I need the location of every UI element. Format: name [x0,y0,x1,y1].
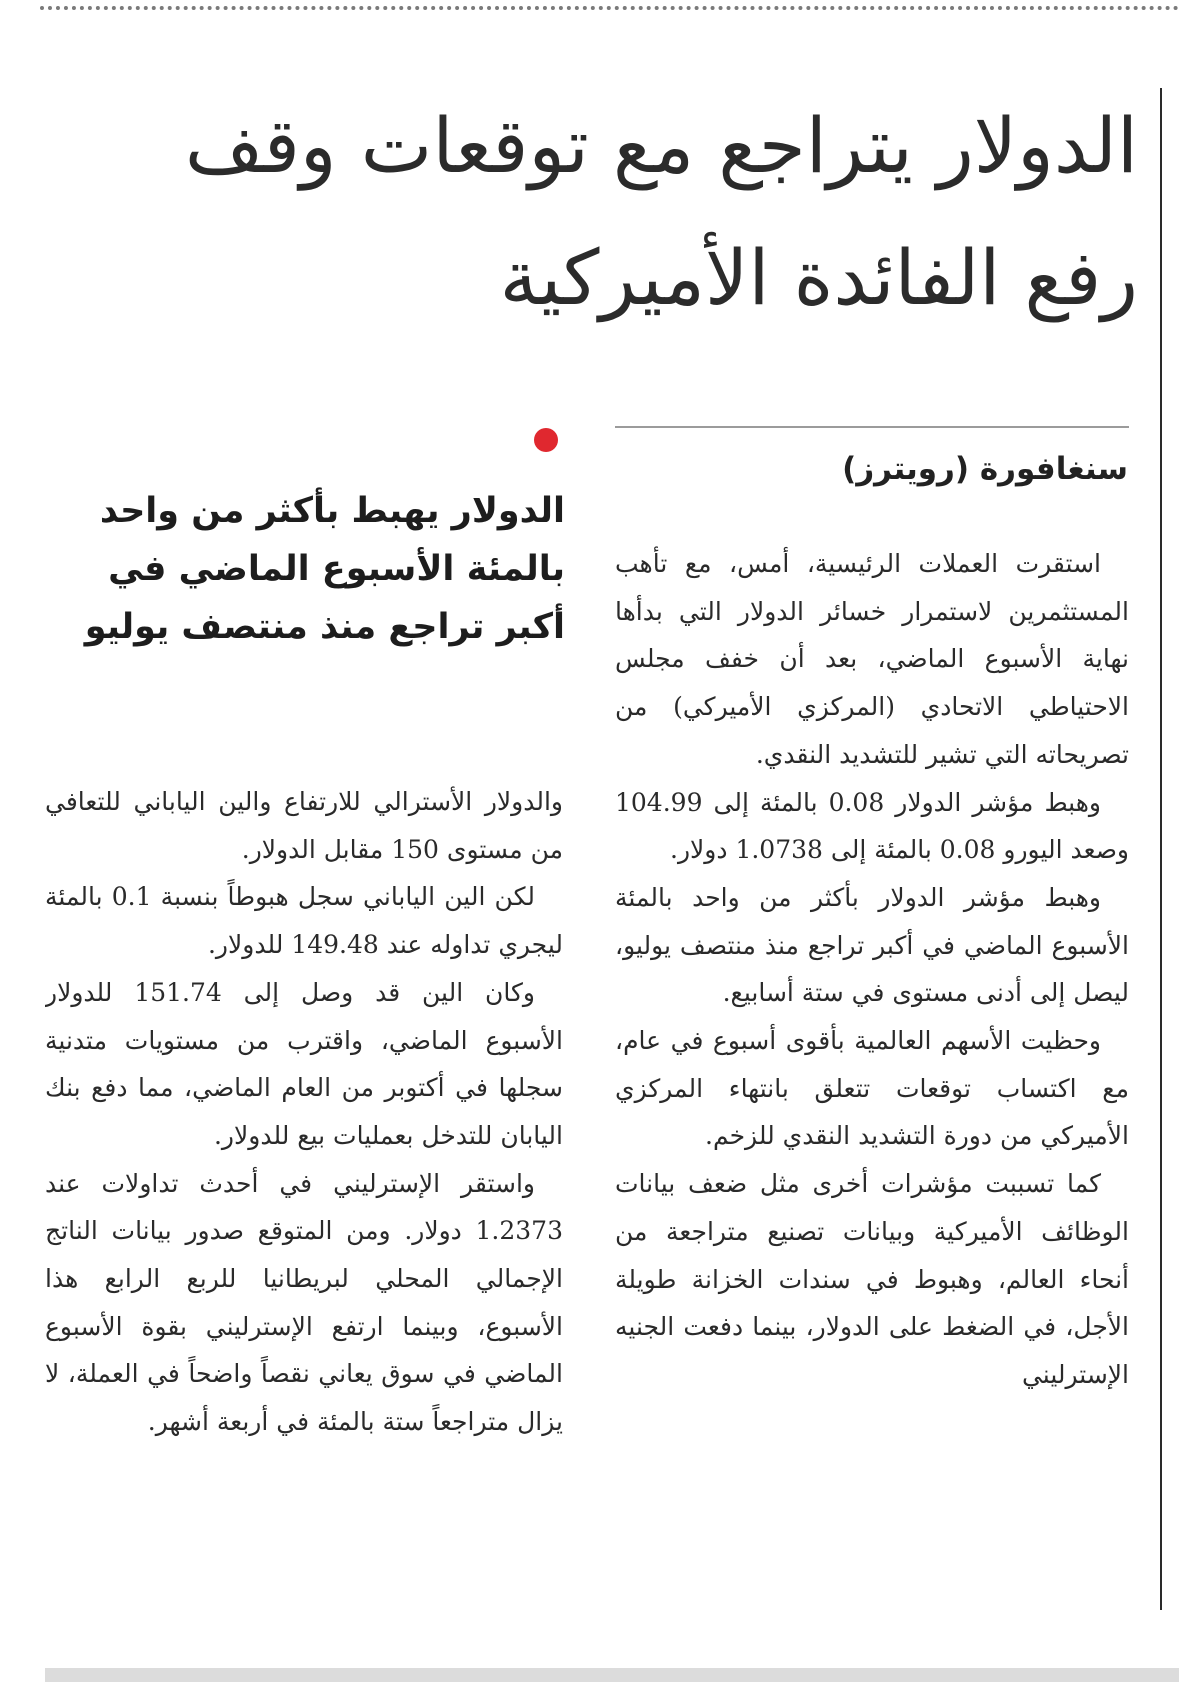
paragraph: وهبط مؤشر الدولار بأكثر من واحد بالمئة الأسبوع الماضي في أكبر تراجع منذ منتصف يوليو، ليصل إلى أدنى مستوى في ستة أسابيع. [615,882,1129,1008]
dateline-rule [615,426,1129,428]
paragraph: وكان الين قد وصل إلى 151.74 للدولار الأسبوع الماضي، واقترب من مستويات متدنية سجلها في أكتوبر من العام الماضي، مما دفع بنك اليابان للتدخل بعمليات بيع للدولار. [45,977,563,1150]
paragraph: كما تسببت مؤشرات أخرى مثل ضعف بيانات الوظائف الأميركية وبيانات تصنيع متراجعة من أنحاء العالم، وهبوط في سندات الخزانة طويلة الأجل، في الضغط على الدولار، بينما دفعت الجنيه الإسترليني [615,1169,1129,1389]
paragraph: والدولار الأسترالي للارتفاع والين الياباني للتعافي من مستوى 150 مقابل الدولار. [45,787,563,864]
paragraph: وهبط مؤشر الدولار 0.08 بالمئة إلى 104.99 وصعد اليورو 0.08 بالمئة إلى 1.0738 دولار. [615,787,1129,865]
bullet-dot-icon [534,428,558,452]
column-rule [1160,88,1162,1610]
paragraph: وحظيت الأسهم العالمية بأقوى أسبوع في عام، مع اكتساب توقعات تتعلق بانتهاء المركزي الأميركي من دورة التشديد النقدي للزخم. [615,1026,1129,1151]
paragraph: لكن الين الياباني سجل هبوطاً بنسبة 0.1 بالمئة ليجري تداوله عند 149.48 للدولار. [45,882,563,960]
footer-bar [45,1668,1179,1682]
top-dotted-rule [40,6,1179,10]
dateline: سنغافورة (رويترز) [842,451,1128,487]
subhead: الدولار يهبط بأكثر من واحد بالمئة الأسبوع الماضي في أكبر تراجع منذ منتصف يوليو [84,491,565,647]
body-column-right [615,540,1129,1610]
paragraph: واستقر الإسترليني في أحدث تداولات عند 1.2373 دولار. ومن المتوقع صدور بيانات الناتج الإجمالي المحلي لبريطانيا للربع الرابع هذا الأسبوع، وبينما ارتفع الإسترليني بقوة الأسبوع الماضي في سوق يعاني نقصاً واضحاً في العملة، لا يزال متراجعاً ستة بالمئة في أربعة أشهر. [45,1168,563,1437]
headline: الدولار يتراجع مع توقعات وقف رفع الفائدة الأميركية [184,101,1138,322]
paragraph: استقرت العملات الرئيسية، أمس، مع تأهب المستثمرين لاستمرار خسائر الدولار التي بدأها نهاية الأسبوع الماضي، بعد أن خفف مجلس الاحتياطي الاتحادي (المركزي الأميركي) من تصريحاته التي تشير للتشديد النقدي. [615,549,1129,769]
body-column-left [45,778,563,1608]
